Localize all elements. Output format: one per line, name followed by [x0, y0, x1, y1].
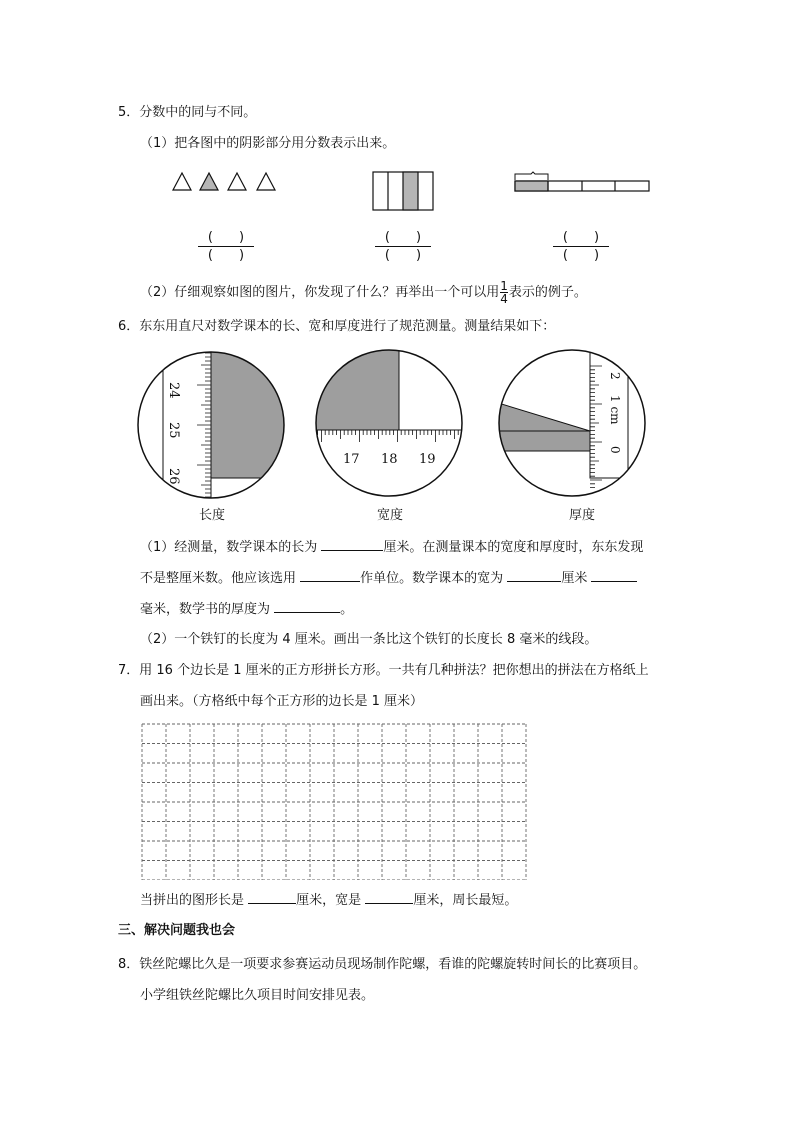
q5-figures	[0, 0, 794, 230]
length-tick-26: 26	[166, 468, 181, 485]
q7-title: 7．用 16 个边长是 1 厘米的正方形拼长方形。一共有几种拼法？把你想出的拼法在方格纸上	[118, 663, 649, 678]
square-grid-paper[interactable]	[140, 722, 532, 880]
answer-fraction-2[interactable]: ( ) ( )	[375, 230, 431, 263]
q5-sub1: （1）把各图中的阴影部分用分数表示出来。	[140, 136, 396, 151]
thickness-tick-1cm: 1 cm	[608, 395, 622, 425]
one-quarter-fraction: $\frac{1}{4}$	[500, 279, 508, 306]
thickness-blank[interactable]	[274, 600, 340, 613]
width-tick-19: 19	[419, 452, 436, 467]
unit-blank[interactable]	[300, 569, 360, 582]
q6-title: 6．东东用直尺对数学课本的长、宽和厚度进行了规范测量。测量结果如下：	[118, 319, 556, 334]
width-mm-blank[interactable]	[591, 569, 637, 582]
q7-answer: 当拼出的图形长是 厘米，宽是 厘米，周长最短。	[140, 893, 518, 908]
rect-length-blank[interactable]	[248, 891, 296, 904]
q6-sub1-line3: 毫米，数学书的厚度为 。	[140, 602, 354, 617]
q8-line2: 小学组铁丝陀螺比久项目时间安排见表。	[140, 988, 375, 1003]
width-tick-18: 18	[381, 452, 398, 467]
answer-fraction-1[interactable]: ( ) ( )	[198, 230, 254, 263]
rect-width-blank[interactable]	[365, 891, 413, 904]
length-ruler-view	[163, 340, 291, 510]
width-cm-blank[interactable]	[507, 569, 561, 582]
q5-title: 5．分数中的同与不同。	[118, 105, 257, 120]
length-tick-24: 24	[166, 382, 181, 399]
q5-sub2: （2）仔细观察如图的图片，你发现了什么？再举出一个可以用 $\frac{1}{4}$ 表示的例子。	[140, 279, 587, 306]
triangle-figure	[173, 173, 275, 190]
width-tick-17: 17	[343, 452, 360, 467]
label-thickness: 厚度	[569, 508, 596, 523]
label-length: 长度	[199, 508, 226, 523]
q6-sub1-line1: （1）经测量，数学课本的长为 厘米。在测量课本的宽度和厚度时，东东发现	[140, 540, 644, 555]
length-tick-25: 25	[166, 422, 181, 439]
q6-sub2: （2）一个铁钉的长度为 4 厘米。画出一条比这个铁钉的长度长 8 毫米的线段。	[140, 632, 598, 647]
q7-title2: 画出来。（方格纸中每个正方形的边长是 1 厘米）	[140, 694, 424, 709]
thickness-tick-2: 2	[608, 372, 622, 380]
thickness-tick-0: 0	[608, 446, 622, 454]
length-blank[interactable]	[321, 538, 383, 551]
answer-fraction-3[interactable]: ( ) ( )	[553, 230, 609, 263]
q8-title: 8．铁丝陀螺比久是一项要求参赛运动员现场制作陀螺，看谁的陀螺旋转时间长的比赛项目。	[118, 957, 647, 972]
rectangle-strip-figure	[373, 172, 433, 210]
q6-measurement-figures	[0, 340, 794, 510]
width-ruler-view	[310, 340, 470, 500]
section-3-heading: 三、解决问题我也会	[118, 923, 236, 938]
label-width: 宽度	[377, 508, 404, 523]
q6-sub1-line2: 不是整厘米数。他应该选用 作单位。数学课本的宽为 厘米	[140, 569, 637, 588]
bar-segment-figure	[515, 172, 649, 191]
